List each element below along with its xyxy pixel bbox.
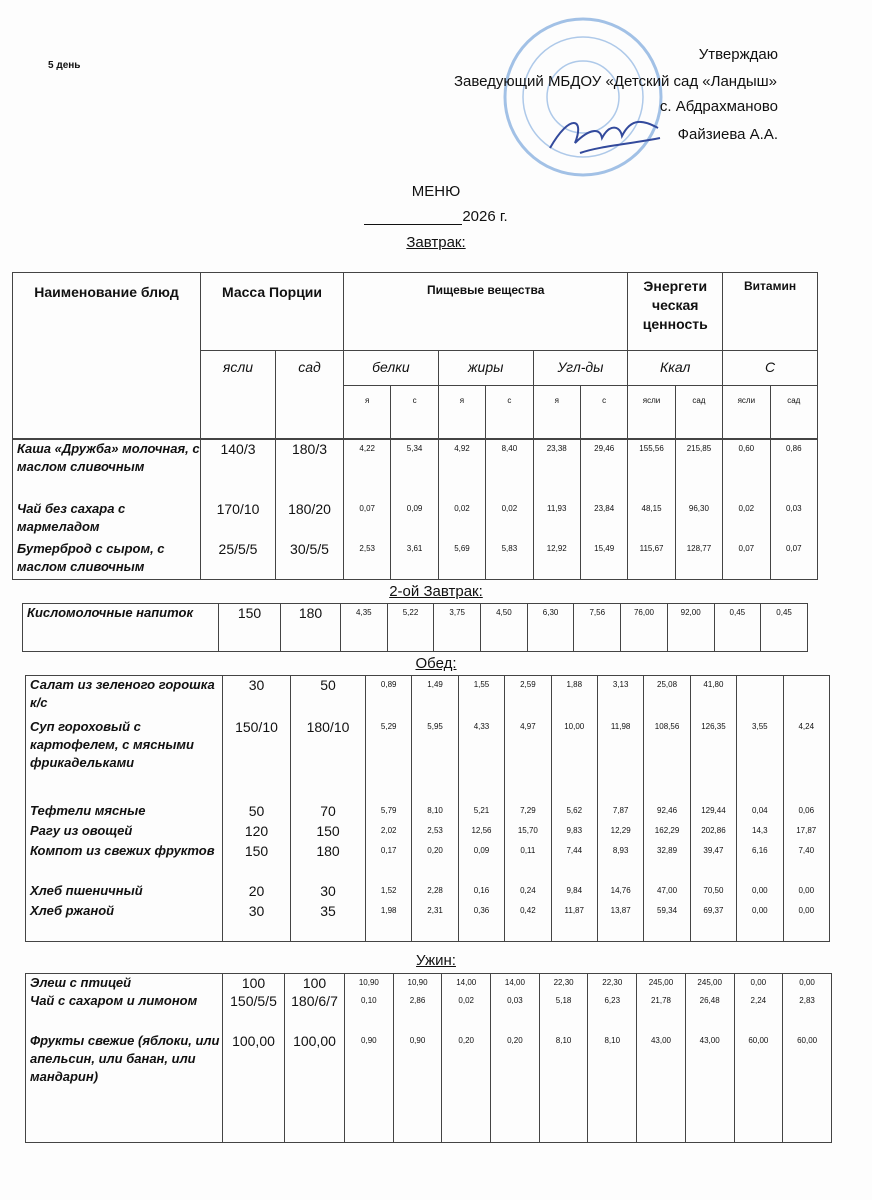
- nutrient-value: 0,11: [505, 842, 551, 882]
- nutrient-value: 60,00: [783, 1032, 832, 1142]
- dish-name: Тефтели мясные: [26, 802, 223, 822]
- mass-yasli: 150/10: [223, 718, 291, 802]
- nutrient-value: 32,89: [644, 842, 690, 882]
- nutrient-value: 5,62: [551, 802, 597, 822]
- nutrient-value: [737, 676, 783, 718]
- nutrient-value: 12,29: [597, 822, 643, 842]
- mass-yasli: 150: [223, 842, 291, 882]
- col-header-yasli: ясли: [201, 351, 276, 439]
- nutrient-value: 5,95: [412, 718, 458, 802]
- nutrient-value: 0,02: [486, 500, 533, 540]
- dish-name: Фрукты свежие (яблоки, или апельсин, или банан, или мандарин): [26, 1032, 223, 1142]
- nutrient-value: 6,16: [737, 842, 783, 882]
- nutrient-value: 1,88: [551, 676, 597, 718]
- nutrient-value: 3,13: [597, 676, 643, 718]
- day-label: 5 день: [48, 60, 81, 71]
- dish-name: Каша «Дружба» молочная, с маслом сливочным: [13, 440, 201, 500]
- dish-row: [26, 974, 832, 993]
- nutrient-value: 43,00: [637, 1032, 686, 1142]
- sub-sad: сад: [675, 386, 722, 439]
- dish-name: Суп гороховый с картофелем, с мясными фрикадельками: [26, 718, 223, 802]
- dish-row: [26, 902, 830, 942]
- nutrient-value: 1,49: [412, 676, 458, 718]
- nutrient-value: 96,30: [675, 500, 722, 540]
- nutrient-value: 7,40: [783, 842, 829, 882]
- nutrient-value: 0,07: [770, 540, 817, 580]
- nutrient-value: 0,00: [783, 902, 829, 942]
- section-title: Ужин:: [416, 952, 456, 969]
- nutrient-value: 7,87: [597, 802, 643, 822]
- mass-sad: 100,00: [285, 1032, 345, 1142]
- nutrient-value: 59,34: [644, 902, 690, 942]
- nutrient-value: 8,93: [597, 842, 643, 882]
- nutrient-value: 1,55: [458, 676, 504, 718]
- mass-sad: 30/5/5: [276, 540, 344, 580]
- nutrient-value: 47,00: [644, 882, 690, 902]
- nutrient-value: 11,98: [597, 718, 643, 802]
- sub-ya: я: [533, 386, 580, 439]
- nutrient-value: 15,70: [505, 822, 551, 842]
- approval-line1: Утверждаю: [698, 46, 778, 63]
- dish-name: Компот из свежих фруктов: [26, 842, 223, 882]
- nutrient-value: 10,00: [551, 718, 597, 802]
- nutrient-value: 2,59: [505, 676, 551, 718]
- mass-yasli: 30: [223, 676, 291, 718]
- sub-yasli: ясли: [628, 386, 675, 439]
- mass-sad: 180/20: [276, 500, 344, 540]
- nutrient-value: 5,18: [539, 992, 588, 1032]
- dish-name: Элеш с птицей: [26, 974, 223, 993]
- nutrient-value: 70,50: [690, 882, 736, 902]
- dish-name: Салат из зеленого горошка к/с: [26, 676, 223, 718]
- mass-sad: 30: [291, 882, 366, 902]
- nutrient-value: 0,00: [783, 974, 832, 993]
- nutrient-value: 6,23: [588, 992, 637, 1032]
- sub-s: с: [580, 386, 627, 439]
- nutrient-value: 0,07: [344, 500, 391, 540]
- nutrient-value: 12,56: [458, 822, 504, 842]
- nutrient-value: 0,17: [366, 842, 412, 882]
- col-header-sad: сад: [276, 351, 344, 439]
- mass-sad: 180: [291, 842, 366, 882]
- nutrient-value: 0,90: [345, 1032, 394, 1142]
- dish-row: [23, 604, 808, 652]
- nutrient-value: 3,55: [737, 718, 783, 802]
- sub-s: с: [391, 386, 438, 439]
- nutrient-value: 0,90: [393, 1032, 442, 1142]
- nutrient-value: [783, 676, 829, 718]
- nutrient-value: 8,10: [539, 1032, 588, 1142]
- nutrient-value: 5,22: [387, 604, 434, 652]
- nutrient-value: 202,86: [690, 822, 736, 842]
- dish-name: Рагу из овощей: [26, 822, 223, 842]
- col-header-name: Наименование блюд: [13, 273, 201, 439]
- dish-row: [26, 1032, 832, 1142]
- nutrient-value: 4,33: [458, 718, 504, 802]
- nutrient-value: 126,35: [690, 718, 736, 802]
- nutrient-value: 9,84: [551, 882, 597, 902]
- dish-row: [13, 440, 818, 500]
- page-title: МЕНЮ: [411, 183, 461, 200]
- nutrient-value: 2,53: [344, 540, 391, 580]
- nutrient-value: 5,69: [438, 540, 485, 580]
- section-title-breakfast: Завтрак:: [406, 234, 466, 251]
- nutrient-value: 0,45: [714, 604, 761, 652]
- nutrient-value: 8,10: [412, 802, 458, 822]
- nutrient-value: 76,00: [621, 604, 668, 652]
- nutrient-value: 2,31: [412, 902, 458, 942]
- mass-sad: 35: [291, 902, 366, 942]
- dish-name: Чай с сахаром и лимоном: [26, 992, 223, 1032]
- nutrient-value: 108,56: [644, 718, 690, 802]
- nutrient-value: 4,22: [344, 440, 391, 500]
- year-line: [0, 208, 872, 225]
- nutrient-value: 13,87: [597, 902, 643, 942]
- nutrient-value: 5,79: [366, 802, 412, 822]
- nutrient-value: 48,15: [628, 500, 675, 540]
- nutrient-value: 2,83: [783, 992, 832, 1032]
- approval-line4: Файзиева А.А.: [677, 126, 778, 143]
- mass-yasli: 120: [223, 822, 291, 842]
- dish-name: Бутерброд с сыром, с маслом сливочным: [13, 540, 201, 580]
- mass-sad: 70: [291, 802, 366, 822]
- nutrient-value: 23,38: [533, 440, 580, 500]
- nutrient-value: 0,42: [505, 902, 551, 942]
- sub-ya: я: [438, 386, 485, 439]
- dish-row: [26, 802, 830, 822]
- nutrient-value: 39,47: [690, 842, 736, 882]
- sub-sad: сад: [770, 386, 817, 439]
- nutrient-value: 7,29: [505, 802, 551, 822]
- mass-sad: 180/3: [276, 440, 344, 500]
- approval-line3: с. Абдрахманово: [659, 98, 778, 115]
- nutrient-value: 115,67: [628, 540, 675, 580]
- dish-name: Чай без сахара с мармеладом: [13, 500, 201, 540]
- mass-yasli: 150/5/5: [223, 992, 285, 1032]
- nutrient-value: 8,10: [588, 1032, 637, 1142]
- mass-yasli: 100: [223, 974, 285, 993]
- nutrient-value: 8,40: [486, 440, 533, 500]
- dish-row: [26, 842, 830, 882]
- nutrient-value: 0,20: [442, 1032, 491, 1142]
- nutrient-value: 4,92: [438, 440, 485, 500]
- nutrient-value: 0,10: [345, 992, 394, 1032]
- nutrient-value: 43,00: [685, 1032, 734, 1142]
- nutrient-value: 11,87: [551, 902, 597, 942]
- nutrient-value: 0,09: [458, 842, 504, 882]
- nutrient-value: 162,29: [644, 822, 690, 842]
- nutrient-value: 69,37: [690, 902, 736, 942]
- menu-table: [22, 603, 808, 652]
- nutrient-value: 4,35: [341, 604, 388, 652]
- nutrient-value: 12,92: [533, 540, 580, 580]
- mass-sad: 180/10: [291, 718, 366, 802]
- mass-yasli: 170/10: [201, 500, 276, 540]
- nutrient-value: 5,83: [486, 540, 533, 580]
- nutrient-value: 0,60: [723, 440, 770, 500]
- nutrient-value: 129,44: [690, 802, 736, 822]
- nutrient-value: 0,16: [458, 882, 504, 902]
- nutrient-value: 2,53: [412, 822, 458, 842]
- nutrient-value: 0,20: [491, 1032, 540, 1142]
- nutrient-value: 0,09: [391, 500, 438, 540]
- dish-name: Хлеб пшеничный: [26, 882, 223, 902]
- nutrient-value: 14,00: [491, 974, 540, 993]
- nutrient-value: 10,90: [345, 974, 394, 993]
- nutrient-value: 17,87: [783, 822, 829, 842]
- mass-yasli: 20: [223, 882, 291, 902]
- nutrient-value: 0,02: [442, 992, 491, 1032]
- nutrient-value: 5,21: [458, 802, 504, 822]
- nutrient-value: 5,34: [391, 440, 438, 500]
- menu-table: [25, 973, 832, 1143]
- col-header-zhiry: жиры: [438, 351, 533, 386]
- section-title: Обед:: [415, 655, 457, 672]
- nutrient-value: 0,36: [458, 902, 504, 942]
- nutrient-value: 128,77: [675, 540, 722, 580]
- nutrient-value: 0,06: [783, 802, 829, 822]
- col-header-kcal: Ккал: [628, 351, 723, 386]
- nutrient-value: 5,29: [366, 718, 412, 802]
- nutrient-value: 15,49: [580, 540, 627, 580]
- mass-sad: 150: [291, 822, 366, 842]
- nutrient-value: 0,02: [438, 500, 485, 540]
- mass-yasli: 30: [223, 902, 291, 942]
- col-header-c: С: [723, 351, 818, 386]
- nutrient-value: 6,30: [527, 604, 574, 652]
- menu-table: [25, 675, 830, 942]
- mass-sad: 50: [291, 676, 366, 718]
- nutrient-value: 1,52: [366, 882, 412, 902]
- nutrient-value: 0,07: [723, 540, 770, 580]
- nutrient-value: 0,04: [737, 802, 783, 822]
- nutrient-value: 2,02: [366, 822, 412, 842]
- dish-row: [13, 540, 818, 580]
- approval-line2: Заведующий МБДОУ «Детский сад «Ландыш»: [453, 73, 777, 90]
- nutrient-value: 10,90: [393, 974, 442, 993]
- nutrient-value: 2,24: [734, 992, 783, 1032]
- nutrient-value: 0,00: [737, 882, 783, 902]
- dish-row: [26, 882, 830, 902]
- nutrient-value: 2,28: [412, 882, 458, 902]
- nutrient-value: 92,00: [667, 604, 714, 652]
- mass-yasli: 100,00: [223, 1032, 285, 1142]
- nutrient-value: 3,75: [434, 604, 481, 652]
- col-header-belki: белки: [344, 351, 439, 386]
- nutrient-value: 60,00: [734, 1032, 783, 1142]
- dish-name: Кисломолочные напиток: [23, 604, 219, 652]
- nutrient-value: 0,00: [737, 902, 783, 942]
- nutrient-value: 245,00: [637, 974, 686, 993]
- nutrient-value: 245,00: [685, 974, 734, 993]
- nutrient-value: 11,93: [533, 500, 580, 540]
- nutrient-value: 2,86: [393, 992, 442, 1032]
- nutrient-value: 14,76: [597, 882, 643, 902]
- nutrient-value: 0,00: [783, 882, 829, 902]
- mass-sad: 180/6/7: [285, 992, 345, 1032]
- nutrient-value: 7,44: [551, 842, 597, 882]
- col-header-vitamin: Витамин: [723, 273, 818, 351]
- mass-yasli: 50: [223, 802, 291, 822]
- col-header-mass: Масса Порции: [201, 273, 344, 351]
- nutrient-value: 14,3: [737, 822, 783, 842]
- nutrient-value: 4,50: [481, 604, 528, 652]
- nutrient-value: 92,46: [644, 802, 690, 822]
- section-title: 2-ой Завтрак:: [389, 583, 483, 600]
- menu-table: [12, 439, 818, 580]
- nutrient-value: 0,03: [491, 992, 540, 1032]
- dish-name: Хлеб ржаной: [26, 902, 223, 942]
- nutrient-value: 7,56: [574, 604, 621, 652]
- nutrient-value: 41,80: [690, 676, 736, 718]
- nutrient-value: 155,56: [628, 440, 675, 500]
- nutrient-value: 0,00: [734, 974, 783, 993]
- signature-icon: [540, 108, 670, 163]
- nutrient-value: 0,20: [412, 842, 458, 882]
- sub-s: с: [486, 386, 533, 439]
- col-header-energy: Энергети ческая ценность: [628, 273, 723, 351]
- dish-row: [26, 676, 830, 718]
- sub-yasli: ясли: [723, 386, 770, 439]
- nutrient-value: 4,97: [505, 718, 551, 802]
- nutrient-value: 25,08: [644, 676, 690, 718]
- header-table: [12, 272, 818, 439]
- nutrient-value: 0,86: [770, 440, 817, 500]
- mass-yasli: 140/3: [201, 440, 276, 500]
- sub-ya: я: [344, 386, 391, 439]
- nutrient-value: 21,78: [637, 992, 686, 1032]
- nutrient-value: 29,46: [580, 440, 627, 500]
- mass-yasli: 150: [219, 604, 281, 652]
- nutrient-value: 9,83: [551, 822, 597, 842]
- nutrient-value: 215,85: [675, 440, 722, 500]
- dish-row: [26, 992, 832, 1032]
- col-header-nutrients: Пищевые вещества: [344, 273, 628, 351]
- year: 2026 г.: [462, 208, 508, 225]
- mass-sad: 100: [285, 974, 345, 993]
- nutrient-value: 1,98: [366, 902, 412, 942]
- dish-row: [13, 500, 818, 540]
- nutrient-value: 0,03: [770, 500, 817, 540]
- nutrient-value: 0,89: [366, 676, 412, 718]
- dish-row: [26, 718, 830, 802]
- nutrient-value: 26,48: [685, 992, 734, 1032]
- nutrient-value: 14,00: [442, 974, 491, 993]
- nutrient-value: 0,24: [505, 882, 551, 902]
- nutrient-value: 22,30: [588, 974, 637, 993]
- nutrient-value: 23,84: [580, 500, 627, 540]
- nutrient-value: 4,24: [783, 718, 829, 802]
- nutrient-value: 22,30: [539, 974, 588, 993]
- mass-sad: 180: [281, 604, 341, 652]
- dish-row: [26, 822, 830, 842]
- mass-yasli: 25/5/5: [201, 540, 276, 580]
- col-header-ugl: Угл-ды: [533, 351, 628, 386]
- nutrient-value: 0,02: [723, 500, 770, 540]
- nutrient-value: 0,45: [761, 604, 808, 652]
- nutrient-value: 3,61: [391, 540, 438, 580]
